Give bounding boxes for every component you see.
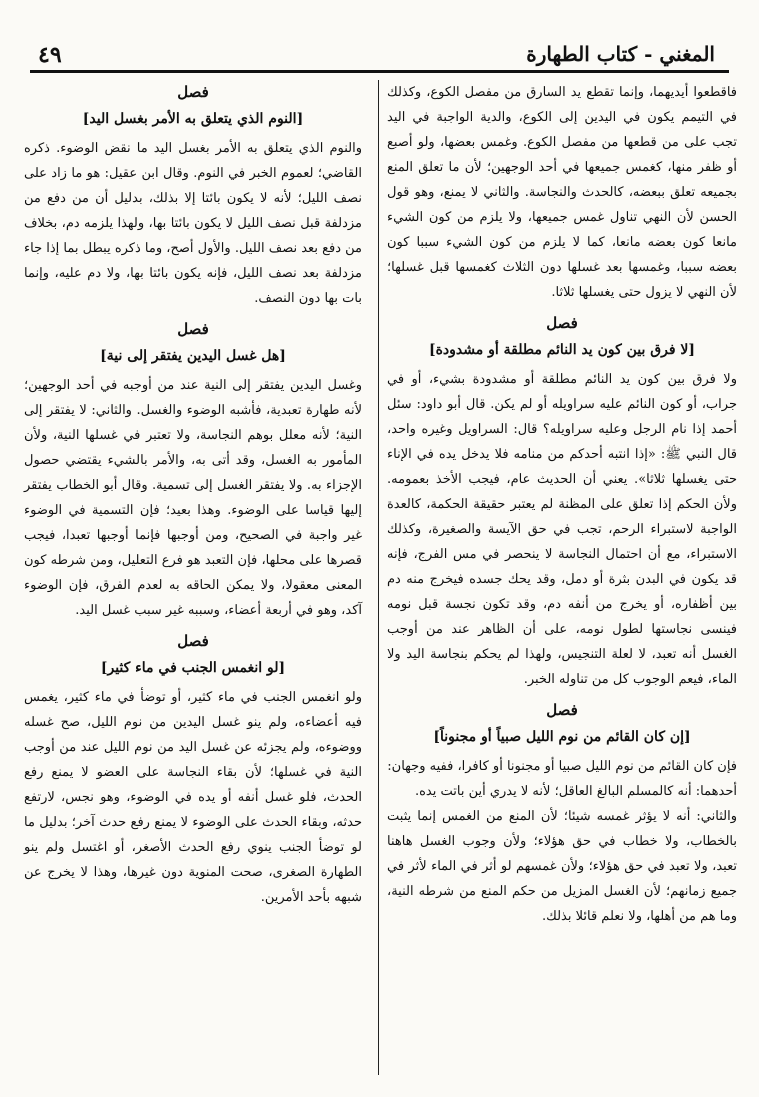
page-number: ٤٩ <box>38 42 62 68</box>
section-subtitle: [هل غسل اليدين يفتقر إلى نية] <box>100 348 286 364</box>
page-header <box>30 40 729 70</box>
section-heading: فصل <box>546 314 578 332</box>
section-subtitle: [لا فرق بين كون يد النائم مطلقة أو مشدودة] <box>428 342 696 358</box>
running-title: المغني - كتاب الطهارة <box>526 42 715 66</box>
section-subtitle: [إن كان القائم من نوم الليل صبياً أو مجنوناً] <box>433 729 691 745</box>
paragraph: أحدهما: أنه كالمسلم البالغ العاقل؛ لأنه لا يدري أين باتت يده. <box>414 784 737 799</box>
section-heading: فصل <box>177 632 209 650</box>
paragraph: فاقطعوا أيديهما، وإنما تقطع يد السارق من مفصل الكوع، وكذلك في التيمم يكون في اليدين إلى الكوع، والدية الواجبة في اليد تجب على من قطعها من مفصل الكوع. وغمس بعضها، ولو أصبع أو ظفر منها، كغمس جميعها في أحد الوجهين؛ لأن ما تعلق المنع بجميعه تعلق ببعضه، كالحدث والنجاسة. والثاني لا يمنع، وهو قول الحسن لأن النهي تناول غمس جميعها، ولا يلزم من كون الشيء مانعا كون بعضه مانعا، كما لا يلزم من كون الشيء سببا كون بعضه سببا، وغمسها بعد غسلها دون الثلاث كغمسها قبل غسلها؛ لأن النهي لا يزول حتى يغسلها ثلاثا. <box>387 85 737 300</box>
right-column <box>387 80 737 929</box>
left-column <box>24 80 362 910</box>
section-heading: فصل <box>546 701 578 719</box>
section-subtitle: [النوم الذي يتعلق به الأمر بغسل اليد] <box>82 111 304 127</box>
paragraph: فإن كان القائم من نوم الليل صبيا أو مجنونا أو كافرا، ففيه وجهان: <box>387 759 737 774</box>
paragraph: والثاني: أنه لا يؤثر غمسه شيئا؛ لأن المنع من الغمس إنما يثبت بالخطاب، ولا خطاب في حق هؤلاء؛ ولأن وجوب الغسل هاهنا تعبد، ولا تعبد في حق هؤلاء؛ ولأن غمسهم لو أثر في الماء لأثر في جميع زمانهم؛ لأن الغسل المزيل من حكم المنع من شرطه النية، وما هم من أهلها، ولا نعلم قائلا بذلك. <box>387 809 737 924</box>
section-heading: فصل <box>177 320 209 338</box>
section-subtitle: [لو انغمس الجنب في ماء كثير] <box>100 660 286 676</box>
paragraph: ولا فرق بين كون يد النائم مطلقة أو مشدودة بشيء، أو في جراب، أو كون النائم عليه سراويله أو لم يكن. قال أبو داود: سئل أحمد إذا نام الرجل وعليه سراويله؟ قال: السراويل وغيره واحد، قال النبي ﷺ: «إذا انتبه أحدكم من منامه فلا يدخل يده في الإناء حتى يغسلها ثلاثا». يعني أن الحديث عام، فيجب الأخذ بعمومه. ولأن الحكم إذا تعلق على المظنة لم يعتبر حقيقة الحكمة، كالعدة الواجبة لاستبراء الرحم، تجب في حق الآيسة والصغيرة، وكذلك الاستبراء، مع أن احتمال النجاسة لا ينحصر في مس الفرج، فإنه قد يكون في البدن بثرة أو دمل، وقد يحك جسده فيخرج منه دم بين أظفاره، أو يخرج من أنفه دم، وقد تكون نجسة قبل نومه فينسى نجاستها لطول نومه، على أن الظاهر عند من أوجب الغسل أنه تعبد، لا لعلة التنجيس، ولهذا لم يحكم بنجاسة اليد ولا الماء، فيعم الوجوب كل من تناوله الخبر. <box>387 372 737 687</box>
column-divider <box>378 80 379 1075</box>
header-rule <box>30 70 729 73</box>
paragraph: والنوم الذي يتعلق به الأمر بغسل اليد ما نقض الوضوء. ذكره القاضي؛ لعموم الخبر في النوم. وقال ابن عقيل: هو ما زاد على نصف الليل؛ لأنه لا يكون بائتا إلا بذلك، بدليل أن من دفع من مزدلفة قبل نصف الليل لا يكون بائتا بها، ولهذا يلزمه دم، بخلاف من دفع بعد نصف الليل. والأول أصح، وما ذكره يبطل بما إذا جاء مزدلفة بعد نصف الليل، فإنه يكون بائتا بها، ولا دم عليه، وإنما بات بها دون النصف. <box>24 141 362 306</box>
paragraph: وغسل اليدين يفتقر إلى النية عند من أوجبه في أحد الوجهين؛ لأنه طهارة تعبدية، فأشبه الوضوء والغسل. والثاني: لا يفتقر إلى النية؛ لأنه معلل بوهم النجاسة، ولا تعتبر في غسلها النية، ولأن المأمور به الغسل، وقد أتى به، والأمر بالشيء يقتضي حصول الإجزاء به. ولا يفتقر الغسل إلى تسمية. وقال أبو الخطاب يفتقر إليها قياسا على الوضوء. وهذا بعيد؛ فإن التسمية في الوضوء غير واجبة في الصحيح، ومن أوجبها فإنما أوجبها تعبدا، فيجب قصرها على محلها، فإن التعبد هو فرع التعليل، ومن شرطه كون المعنى معقولا، ولا يمكن الحاقه به لعدم الفرق، فإن الوضوء آكد، وهو في أربعة أعضاء، وسببه غير سبب غسل اليد. <box>24 378 362 618</box>
paragraph: ولو انغمس الجنب في ماء كثير، أو توضأ في ماء كثير، يغمس فيه أعضاءه، ولم ينو غسل اليدين من نوم الليل، صح غسله ووضوءه، ولم يجزئه عن غسل اليد من نوم الليل عند من أوجب النية في غسلها؛ لأن بقاء النجاسة على العضو لا يمنع رفع الحدث، فلو غسل أنفه أو يده في الوضوء، وهو نجس، لارتفع حدثه، وبقاء الحدث على الوضوء لا يمنع رفع حدث آخر؛ بدليل ما لو توضأ الجنب ينوي رفع الحدث الأصغر، أو اغتسل ولم ينو الطهارة الصغرى، صحت المنوية دون غيرها، وهذا لا يخرج عن شبهه بأحد الأمرين. <box>24 690 362 905</box>
section-heading: فصل <box>177 83 209 101</box>
